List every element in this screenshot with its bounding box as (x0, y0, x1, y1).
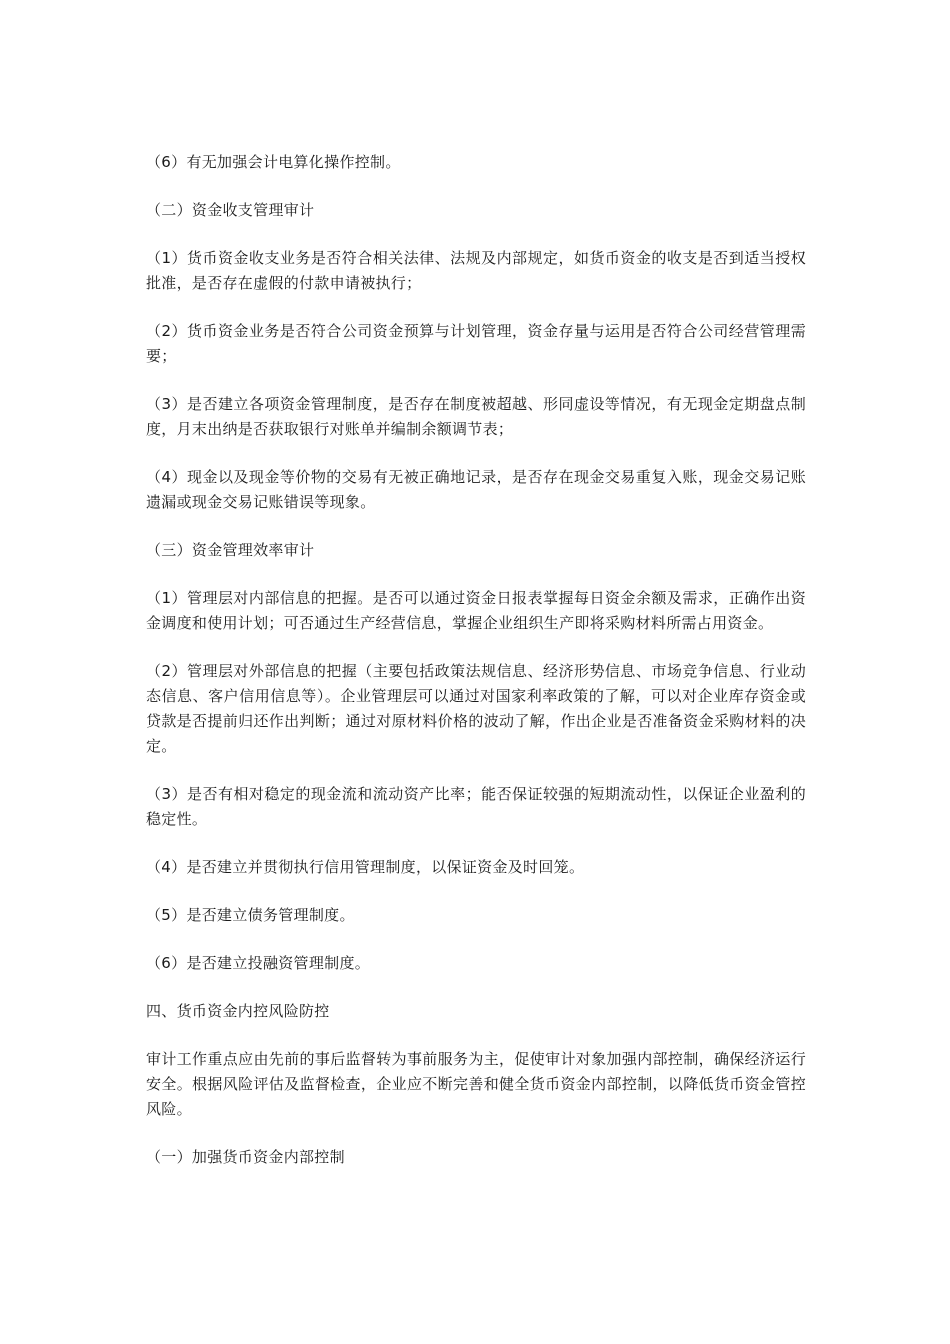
paragraph-efficiency-item-1: （1）管理层对内部信息的把握。是否可以通过资金日报表掌握每日资金余额及需求，正确作出资金调度和使用计划；可否通过生产经营信息，掌握企业组织生产即将采购材料所需占用资金。 (146, 589, 806, 632)
paragraph-receipts-item-4: （4）现金以及现金等价物的交易有无被正确地记录，是否存在现金交易重复入账，现金交易记账遗漏或现金交易记账错误等现象。 (146, 468, 806, 511)
paragraph-efficiency-item-5: （5）是否建立债务管理制度。 (146, 906, 355, 924)
paragraph-efficiency-item-6: （6）是否建立投融资管理制度。 (146, 954, 371, 972)
paragraph-risk-control-intro: 审计工作重点应由先前的事后监督转为事前服务为主，促使审计对象加强内部控制，确保经济运行安全。根据风险评估及监督检查，企业应不断完善和健全货币资金内部控制，以降低货币资金管控风险。 (146, 1050, 806, 1118)
section-heading-strengthen-internal-control: （一）加强货币资金内部控制 (146, 1148, 345, 1166)
chapter-heading-risk-control: 四、货币资金内控风险防控 (146, 1002, 330, 1020)
paragraph-item-6-computerization: （6）有无加强会计电算化操作控制。 (146, 153, 401, 171)
paragraph-efficiency-item-2: （2）管理层对外部信息的把握（主要包括政策法规信息、经济形势信息、市场竞争信息、行业动态信息、客户信用信息等）。企业管理层可以通过对国家利率政策的了解，可以对企业库存资金或贷款是否提前归还作出判断；通过对原材料价格的波动了解，作出企业是否准备资金采购材料的决定。 (146, 662, 806, 755)
paragraph-receipts-item-1: （1）货币资金收支业务是否符合相关法律、法规及内部规定，如货币资金的收支是否到适当授权批准，是否存在虚假的付款申请被执行； (146, 249, 806, 292)
paragraph-efficiency-item-4: （4）是否建立并贯彻执行信用管理制度，以保证资金及时回笼。 (146, 858, 585, 876)
document-body (146, 150, 806, 1193)
section-heading-fund-efficiency: （三）资金管理效率审计 (146, 541, 315, 559)
paragraph-receipts-item-2: （2）货币资金业务是否符合公司资金预算与计划管理，资金存量与运用是否符合公司经营管理需要； (146, 322, 806, 365)
paragraph-efficiency-item-3: （3）是否有相对稳定的现金流和流动资产比率；能否保证较强的短期流动性，以保证企业盈利的稳定性。 (146, 785, 806, 828)
paragraph-receipts-item-3: （3）是否建立各项资金管理制度，是否存在制度被超越、形同虚设等情况，有无现金定期盘点制度，月末出纳是否获取银行对账单并编制余额调节表； (146, 395, 806, 438)
section-heading-fund-receipts-payments: （二）资金收支管理审计 (146, 201, 315, 219)
